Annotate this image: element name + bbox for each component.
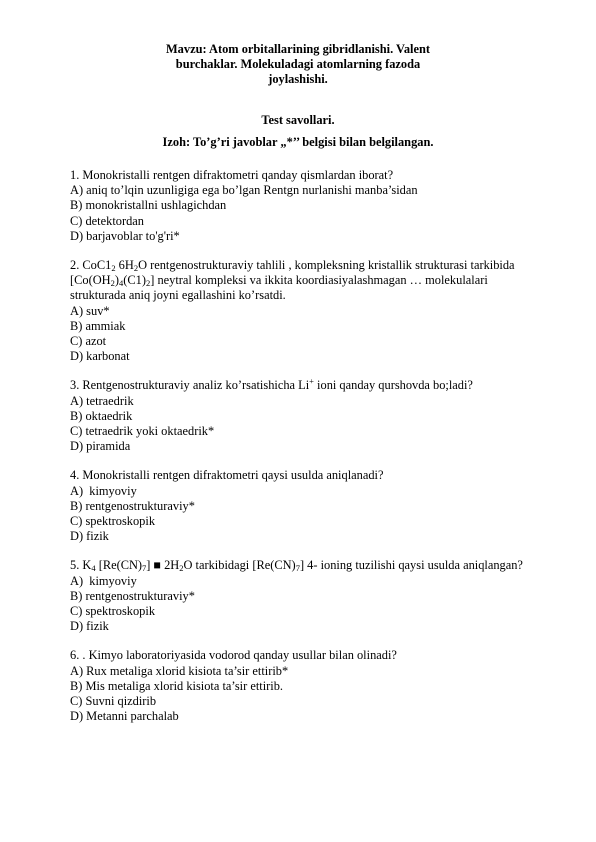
stem-text: ioni qanday qurshovda bo;ladi? bbox=[313, 378, 473, 393]
question-6-option-c: C) Suvni qizdirib bbox=[70, 694, 157, 709]
stem-text: ] neytral kompleksi va ikkita koordiasiyalashmagan … molekulalari strukturada aniq joyni egallashini ko’rsatdi. bbox=[70, 273, 488, 303]
stem-text: O tarkibidagi [Re(CN) bbox=[183, 558, 296, 573]
superscript: + bbox=[309, 376, 314, 387]
question-1-stem: 1. Monokristalli rentgen difraktometri qanday qismlardan iborat? bbox=[70, 168, 394, 182]
stem-text: ) bbox=[114, 273, 119, 288]
question-6-stem: 6. . Kimyo laboratoriyasida vodorod qanday usullar bilan olinadi? bbox=[70, 648, 397, 663]
question-2-option-b: B) ammiak bbox=[70, 318, 126, 333]
question-1-option-a: A) aniq to’lqin uzunligiga ega bo’lgan Rentgn nurlanishi manba’sidan bbox=[70, 183, 418, 198]
question-3-option-b: B) oktaedrik bbox=[70, 408, 133, 423]
stem-text: 6H bbox=[115, 258, 134, 273]
question-5-stem bbox=[70, 558, 540, 573]
stem-text: (C1) bbox=[123, 273, 146, 288]
stem-text: ] 4- ioning tuzilishi qaysi usulda aniqlangan? bbox=[299, 558, 523, 573]
question-1-option-b: B) monokristallni ushlagichdan bbox=[70, 198, 227, 213]
subscript: 2 bbox=[179, 563, 184, 574]
question-1-option-d: D) barjavoblar to'g'ri* bbox=[70, 228, 180, 243]
question-5 bbox=[70, 558, 540, 634]
stem-text: [Re(CN) bbox=[95, 558, 143, 573]
answer-note: Izoh: To’g’ri javoblar „*’’ belgisi bilan belgilangan. bbox=[162, 135, 434, 149]
question-4-option-b: B) rentgenostrukturaviy* bbox=[70, 498, 195, 513]
question-4-option-c: C) spektroskopik bbox=[70, 514, 156, 529]
subscript: 2 bbox=[110, 278, 115, 289]
question-5-option-d: D) fizik bbox=[70, 619, 109, 634]
subscript: 7 bbox=[295, 563, 300, 574]
subscript: 7 bbox=[142, 563, 147, 574]
question-5-option-b: B) rentgenostrukturaviy* bbox=[70, 588, 195, 603]
question-6-option-d: D) Metanni parchalab bbox=[70, 709, 179, 724]
subscript: 4 bbox=[91, 563, 96, 574]
stem-text: 2. CoC1 bbox=[70, 258, 112, 273]
question-6-option-b: B) Mis metaliga xlorid kisiota ta’sir ettirib. bbox=[70, 678, 284, 693]
question-4 bbox=[70, 468, 540, 544]
question-3-option-d: D) piramida bbox=[70, 439, 131, 454]
question-2-stem bbox=[70, 258, 540, 304]
title-line-2: burchaklar. Molekuladagi atomlarning fazoda bbox=[175, 57, 421, 72]
document-title bbox=[0, 42, 596, 88]
question-1 bbox=[70, 168, 540, 244]
stem-text: 5. K bbox=[70, 558, 92, 573]
question-4-option-a: A) kimyoviy bbox=[70, 483, 137, 498]
stem-text: 3. Rentgenostrukturaviy analiz ko’rsatishicha Li bbox=[70, 378, 310, 393]
question-2-option-d: D) karbonat bbox=[70, 349, 130, 364]
question-list bbox=[70, 168, 540, 739]
question-6 bbox=[70, 648, 540, 724]
subscript: 2 bbox=[145, 278, 151, 289]
subscript: 2 bbox=[133, 263, 139, 274]
subscript: 2 bbox=[111, 263, 116, 274]
question-2 bbox=[70, 258, 540, 364]
title-line-3: joylashishi. bbox=[268, 72, 328, 87]
test-subtitle: Test savollari. bbox=[261, 113, 335, 127]
question-2-option-a: A) suv* bbox=[70, 303, 110, 318]
question-5-option-a: A) kimyoviy bbox=[70, 573, 137, 588]
question-3-option-c: C) tetraedrik yoki oktaedrik* bbox=[70, 424, 215, 439]
stem-text: O rentgenostrukturaviy tahlili , kompleksning kristallik strukturasi tarkibida [Co(OH bbox=[70, 258, 515, 288]
stem-text: ] ■ 2H bbox=[146, 558, 180, 573]
question-3-option-a: A) tetraedrik bbox=[70, 393, 134, 408]
question-4-option-d: D) fizik bbox=[70, 529, 109, 544]
question-6-option-a: A) Rux metaliga xlorid kisiota ta’sir ettirib* bbox=[70, 663, 289, 678]
question-3-stem bbox=[70, 378, 540, 393]
question-4-stem: 4. Monokristalli rentgen difraktometri qaysi usulda aniqlanadi? bbox=[70, 468, 384, 483]
question-1-option-c: C) detektordan bbox=[70, 213, 144, 228]
question-2-option-c: C) azot bbox=[70, 334, 107, 349]
title-line-1: Mavzu: Atom orbitallarining gibridlanishi. Valent bbox=[165, 42, 431, 56]
subscript: 4 bbox=[119, 278, 124, 289]
question-5-option-c: C) spektroskopik bbox=[70, 604, 156, 619]
question-3 bbox=[70, 378, 540, 454]
